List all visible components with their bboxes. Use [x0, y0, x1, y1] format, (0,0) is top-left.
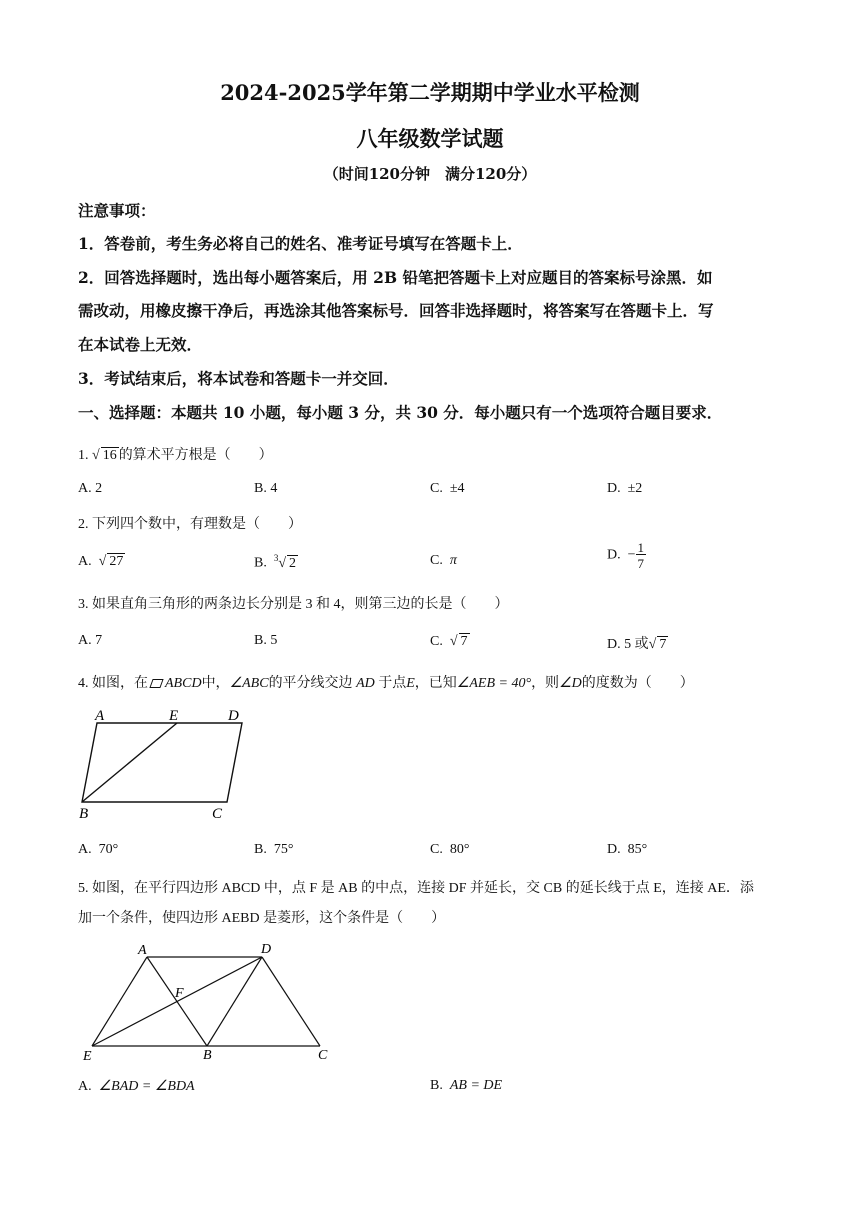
- q3-c-radicand: 7: [460, 634, 468, 649]
- q1-d-label: D.: [607, 481, 621, 496]
- q4-label-c: C: [212, 806, 223, 822]
- q3-option-a: A. 7: [78, 633, 103, 648]
- q4-part: 中，: [201, 676, 230, 691]
- q5-segment-db: [207, 957, 262, 1046]
- q4-option-c: [430, 842, 469, 858]
- q5-label-f: F: [175, 986, 184, 1001]
- q2-b-label: B.: [254, 555, 267, 571]
- exam-subject-title: 八年级数学试题: [356, 126, 504, 151]
- q4-label-e: E: [169, 708, 179, 724]
- q4-part: ，则: [531, 676, 560, 691]
- q5-segment-de: [92, 957, 262, 1046]
- q1-option-a: A. 2: [78, 481, 103, 496]
- q1-option-b: B. 4: [254, 481, 278, 496]
- q1-d-value: ±2: [627, 481, 643, 496]
- q4-part: 的平分线交边: [268, 676, 353, 691]
- q4-label-d: D: [228, 708, 239, 724]
- q1-option-d: [607, 481, 642, 497]
- q4-option-a: [78, 842, 118, 858]
- q1-number: 1.: [78, 448, 89, 463]
- note-1: 1．答卷前，考生务必将自己的姓名、准考证号填写在答题卡上．: [78, 234, 523, 253]
- q4-part: E: [406, 676, 415, 691]
- q2-a-label: A.: [78, 554, 92, 569]
- q5-label-e: E: [83, 1049, 92, 1064]
- q4-bisector-be: [82, 723, 177, 802]
- q1-c-value: ±4: [449, 481, 465, 496]
- q4-option-b: [254, 842, 293, 858]
- note-2-line3: 在本试卷上无效．: [78, 335, 203, 354]
- q4-d-value: 85°: [627, 842, 648, 857]
- q2-d-sign: −: [627, 547, 636, 563]
- q5-a-value: ∠BAD = ∠BDA: [98, 1079, 195, 1094]
- q2-c-value: π: [449, 553, 457, 568]
- q2-b-index: 3: [273, 553, 279, 563]
- q5-b-value: AB = DE: [449, 1078, 503, 1093]
- q1-text: 的算术平方根是（ ）: [118, 448, 273, 463]
- q3-c-label: C.: [430, 634, 443, 649]
- q4-c-label: C.: [430, 842, 443, 857]
- q5-b-label: B.: [430, 1078, 443, 1093]
- q2-d-numerator: 1: [637, 540, 645, 555]
- q4-part: ∠D: [559, 676, 582, 691]
- q4-option-d: [607, 842, 647, 858]
- q3-d-sqrt: √ 7: [648, 637, 667, 652]
- q5-a-label: A.: [78, 1079, 92, 1094]
- note-3: 3．考试结束后，将本试卷和答题卡一并交回．: [78, 369, 399, 388]
- q4-part: ∠AEB = 40°: [456, 676, 532, 691]
- note-2-line2: 需改动，用橡皮擦干净后，再选涂其他答案标号．回答非选择题时，将答案写在答题卡上．写: [78, 301, 714, 320]
- question-2: 2. 下列四个数中，有理数是（ ）: [78, 517, 302, 532]
- q5-option-a: [78, 1078, 195, 1095]
- q4-part: ，已知: [414, 676, 457, 691]
- q4-part: 4. 如图，在: [78, 676, 148, 691]
- q2-c-label: C.: [430, 553, 443, 568]
- q5-label-b: B: [203, 1048, 212, 1063]
- q5-label-a: A: [138, 943, 147, 958]
- q1-sqrt: √ 16: [92, 448, 117, 463]
- q4-part: ∠ABC: [229, 676, 269, 691]
- question-4: [78, 672, 694, 692]
- q2-option-c: [430, 553, 457, 569]
- q4-b-label: B.: [254, 842, 267, 857]
- q4-a-label: A.: [78, 842, 92, 857]
- q5-segment-dc: [262, 957, 320, 1046]
- question-5-line1: 5. 如图，在平行四边形 ABCD 中，点 F 是 AB 的中点，连接 DF 并延长，交 CB 的延长线于点 E，连接 AE．添: [78, 881, 754, 896]
- parallelogram-symbol-icon: [149, 679, 163, 688]
- q4-label-a: A: [95, 708, 105, 724]
- q5-rhombus-figure: [75, 935, 340, 1065]
- q4-b-value: 75°: [273, 842, 294, 857]
- q4-part: AD: [356, 676, 375, 691]
- notes-heading: 注意事项：: [78, 201, 156, 220]
- q2-d-denominator: 7: [637, 556, 645, 571]
- q2-d-label: D.: [607, 547, 621, 563]
- q2-option-b: [254, 553, 298, 572]
- q3-d-radicand: 7: [659, 637, 667, 652]
- q4-part: 于点: [378, 676, 407, 691]
- q2-a-radicand: 27: [109, 554, 124, 569]
- q2-a-sqrt: √ 27: [98, 554, 124, 569]
- q4-part: 的度数为（ ）: [581, 676, 694, 691]
- q5-option-b: [430, 1078, 502, 1094]
- question-5-line2: 加一个条件，使四边形 AEBD 是菱形，这个条件是（ ）: [78, 911, 446, 926]
- q4-parallelogram-figure: [70, 700, 255, 825]
- note-2-line1: 2．回答选择题时，选出每小题答案后，用 2B 铅笔把答题卡上对应题目的答案标号涂黑．如: [78, 268, 713, 287]
- exam-title: 2024-2025学年第二学期期中学业水平检测: [220, 80, 640, 105]
- q3-option-b: B. 5: [254, 633, 278, 648]
- q1-option-c: [430, 481, 465, 497]
- q2-b-sqrt: √ 2: [278, 555, 297, 571]
- q3-c-sqrt: √ 7: [449, 634, 468, 649]
- q3-option-d: [607, 633, 668, 653]
- q4-a-value: 70°: [98, 842, 119, 857]
- q2-option-d: [607, 541, 646, 570]
- q4-part: ABCD: [165, 676, 202, 691]
- q4-c-value: 80°: [449, 842, 470, 857]
- q2-option-a: [78, 553, 125, 570]
- q5-label-c: C: [318, 1048, 328, 1063]
- q3-option-c: [430, 633, 470, 650]
- q2-b-radicand: 2: [289, 555, 297, 571]
- question-3: 3. 如果直角三角形的两条边长分别是 3 和 4，则第三边的长是（ ）: [78, 597, 509, 612]
- q2-d-fraction: [636, 541, 647, 570]
- q5-label-d: D: [261, 942, 272, 957]
- exam-time-info: （时间120分钟 满分120分）: [323, 165, 537, 183]
- q1-radicand: 16: [102, 448, 117, 463]
- q1-c-label: C.: [430, 481, 443, 496]
- question-1: [78, 444, 273, 464]
- q4-d-label: D.: [607, 842, 621, 857]
- q3-d-label: D. 5 或: [607, 637, 649, 652]
- section-1-heading: 一、选择题：本题共 10 小题，每小题 3 分，共 30 分．每小题只有一个选项符合题目要求．: [78, 403, 723, 422]
- q4-label-b: B: [79, 806, 89, 822]
- q5-segment-ae: [92, 957, 147, 1046]
